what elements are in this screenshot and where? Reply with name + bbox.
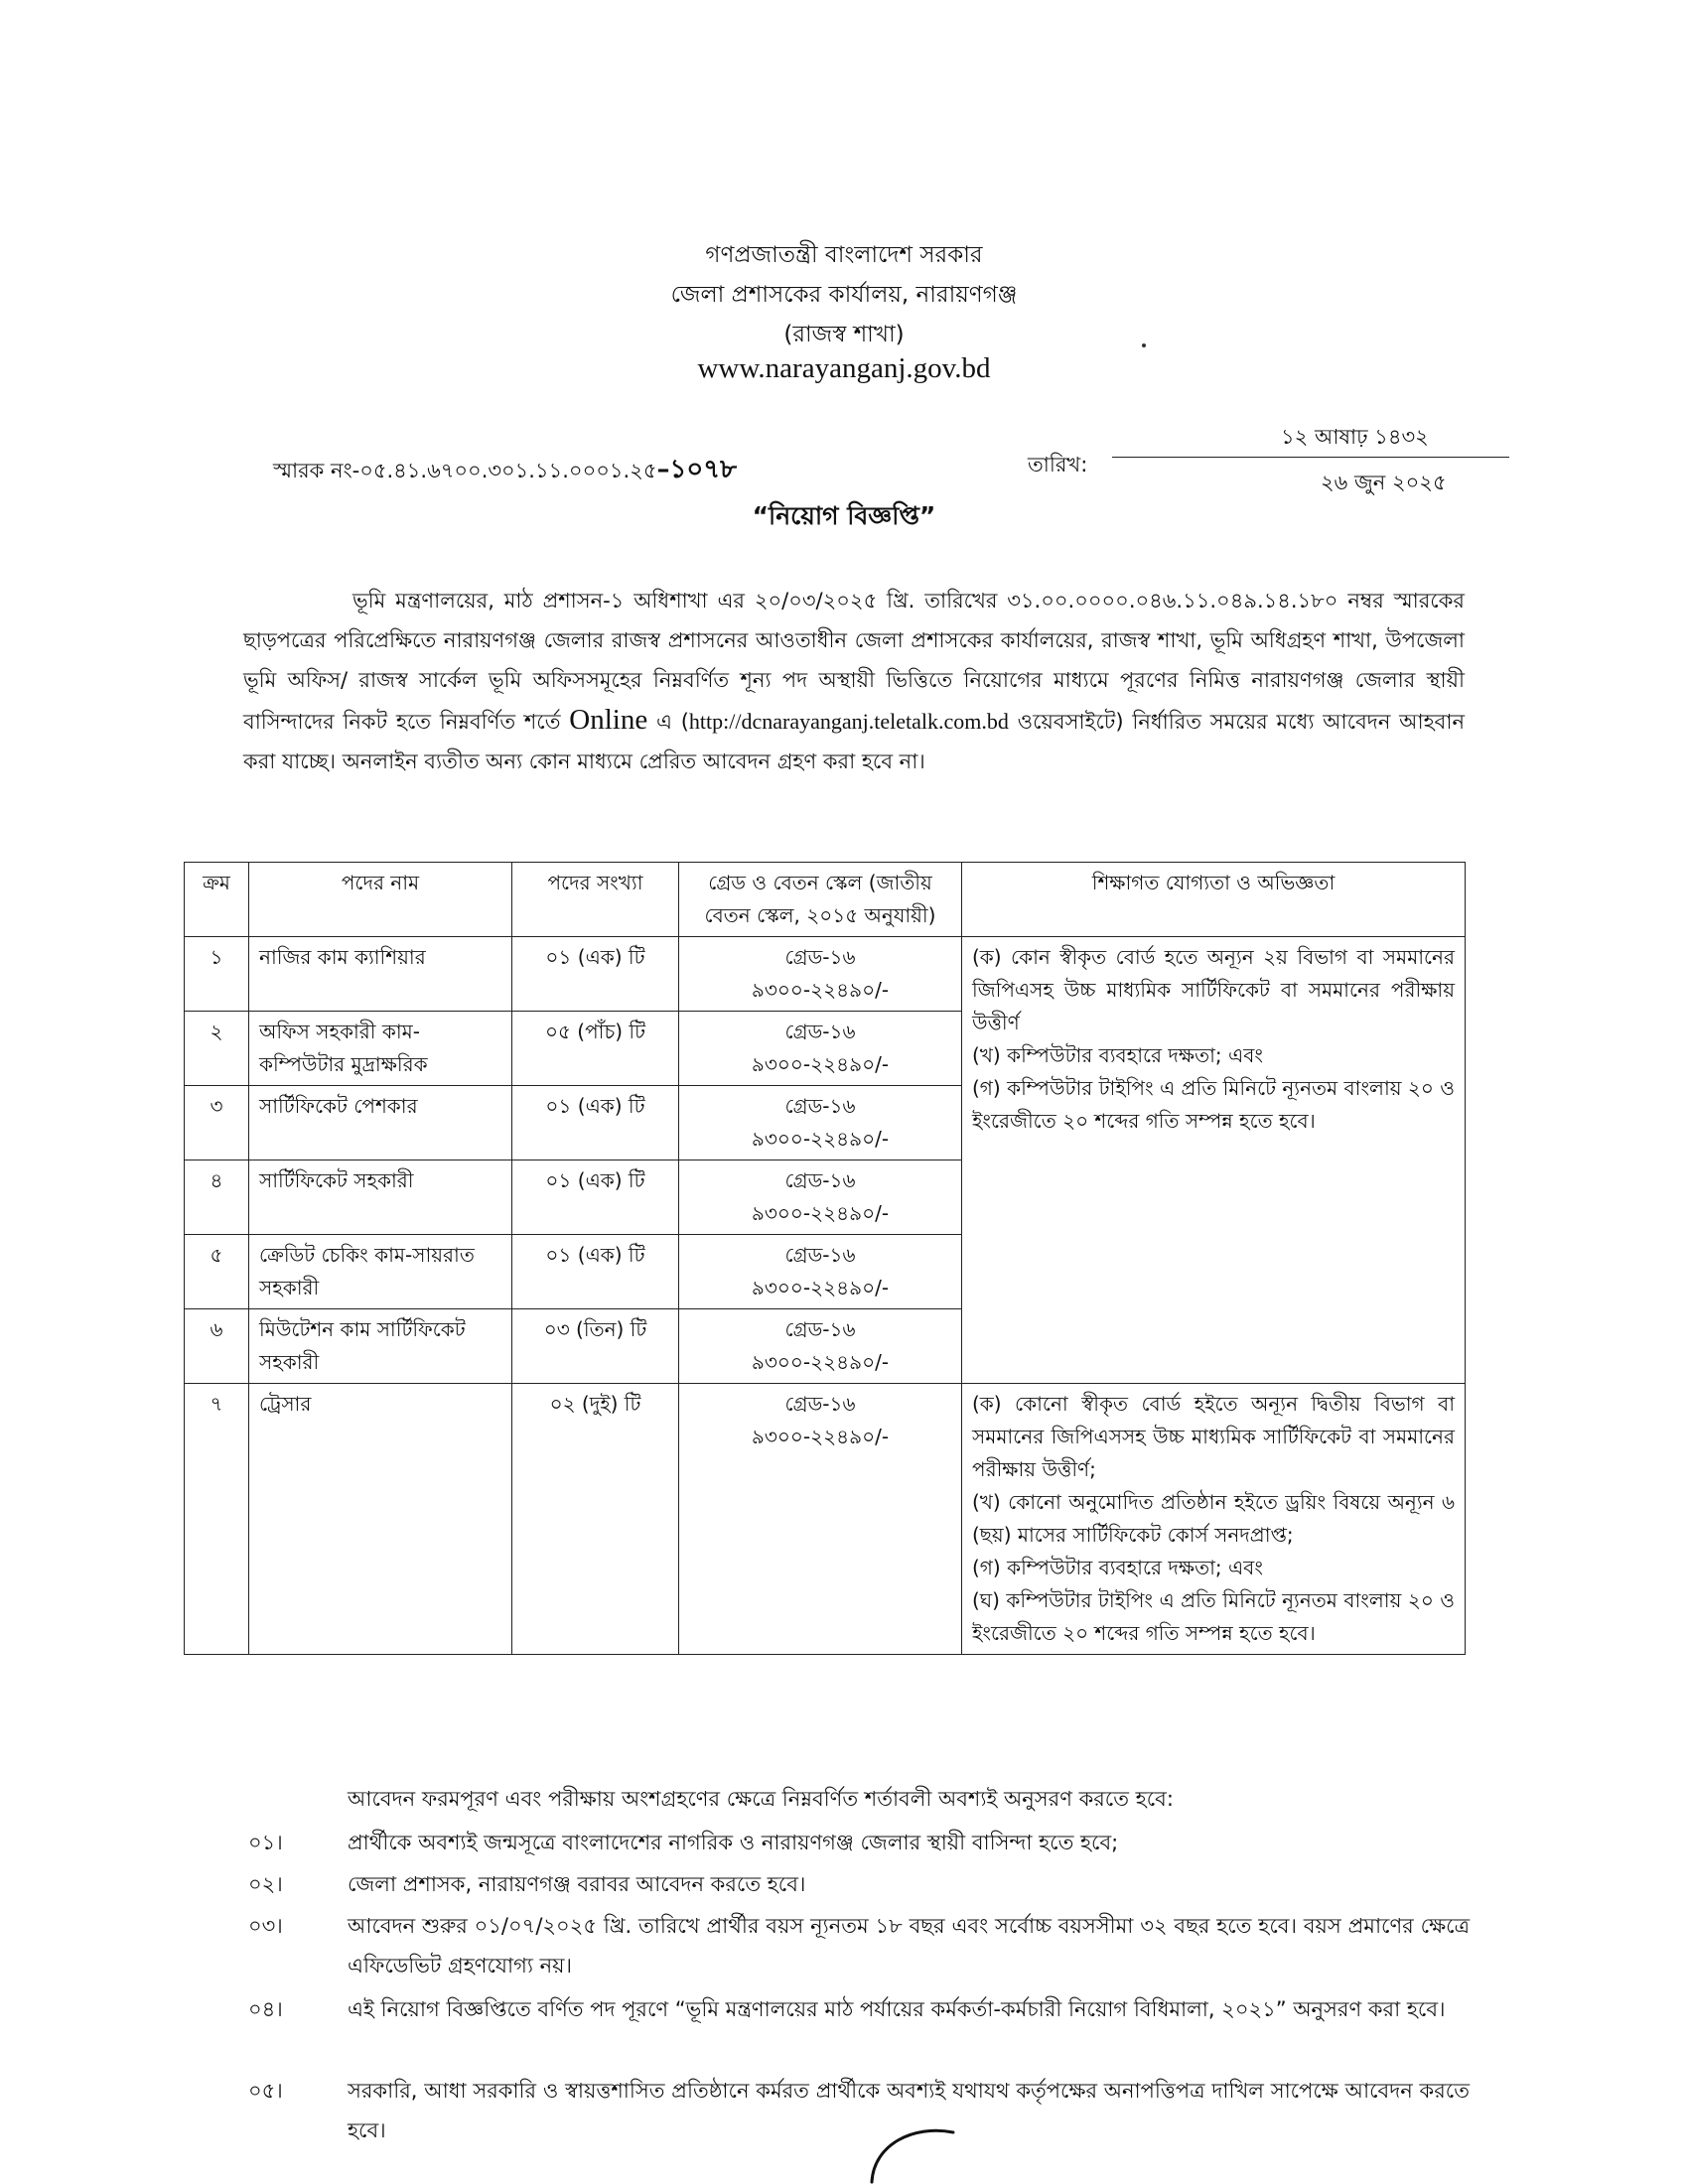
row-grade (679, 1384, 962, 1655)
intro-text-2: এ ( (647, 710, 689, 734)
intro-paragraph (243, 581, 1465, 781)
intro-text-1: ভূমি মন্ত্রণালয়ের, মাঠ প্রশাসন-১ অধিশাখা এর ২০/০৩/২০২৫ খ্রি. তারিখের ৩১.০০.০০০০.০৪৬.১১.০৪৯.১৪.১৮০ নম্বর স্মারকের ছাড়পত্রের পরিপ্রেক্ষিতে নারায়ণগঞ্জ জেলার রাজস্ব প্রশাসনের আওতাধীন জেলা প্রশাসকের কার্যালয়ের, রাজস্ব শাখা, ভূমি অধিগ্রহণ শাখা, উপজেলা ভূমি অফিস/ রাজস্ব সার্কেল ভূমি অফিসসমূহের নিম্নবর্ণিত শূন্য পদ অস্থায়ী ভিত্তিতে নিয়োগের মাধ্যমে পূরণের নিমিত্ত নারায়ণগঞ্জ জেলার স্থায়ী বাসিন্দাদের নিকট হতে নিম্নবর্ণিত শর্তে (243, 589, 1465, 734)
row-grade (679, 1086, 962, 1160)
term-number: ০২। (248, 1872, 283, 1896)
row-count: ০২ (দুই) টি (512, 1384, 679, 1655)
qual-item: (ঘ) কম্পিউটার টাইপিং এ প্রতি মিনিটে ন্যূনতম বাংলায় ২০ ও ইংরেজীতে ২০ শব্দের গতি সম্পন্ন হতে হবে। (972, 1588, 1455, 1645)
branch-name: (রাজস্ব শাখা) (783, 322, 905, 347)
term-text: প্রার্থীকে অবশ্যই জন্মসূত্রে বাংলাদেশের নাগরিক ও নারায়ণগঞ্জ জেলার স্থায়ী বাসিন্দা হতে হবে; (348, 1831, 1119, 1854)
intro-online: Online (569, 704, 648, 736)
qual-item: (গ) কম্পিউটার টাইপিং এ প্রতি মিনিটে ন্যূনতম বাংলায় ২০ ও ইংরেজীতে ২০ শব্দের গতি সম্পন্ন হতে হবে। (972, 1076, 1455, 1133)
row-post: নাজির কাম ক্যাশিয়ার (249, 937, 512, 1012)
term-number: ০৪। (248, 1997, 283, 2021)
row-post: ক্রেডিট চেকিং কাম-সায়রাত সহকারী (249, 1235, 512, 1309)
row-count: ০১ (এক) টি (512, 937, 679, 1012)
website-link[interactable]: www.narayanganj.gov.bd (697, 352, 991, 384)
term-text: জেলা প্রশাসক, নারায়ণগঞ্জ বরাবর আবেদন করতে হবে। (348, 1872, 806, 1896)
memo-number (273, 449, 737, 492)
row-count: ০৩ (তিন) টি (512, 1309, 679, 1384)
grade-text: গ্রেড-১৬ (784, 1020, 856, 1043)
row-grade (679, 1012, 962, 1086)
row-serial: ৫ (185, 1235, 249, 1309)
table-row (185, 1384, 1466, 1655)
scan-mark (1142, 343, 1146, 347)
row-post: মিউটেশন কাম সার্টিফিকেট সহকারী (249, 1309, 512, 1384)
scale-text: ৯৩০০-২২৪৯০/- (751, 1350, 890, 1374)
govt-name: গণপ্রজাতন্ত্রী বাংলাদেশ সরকার (705, 242, 983, 268)
date-label: তারিখ: (1028, 453, 1088, 477)
scale-text: ৯৩০০-২২৪৯০/- (751, 978, 890, 1002)
row-grade (679, 1235, 962, 1309)
row-count: ০১ (এক) টি (512, 1086, 679, 1160)
row-count: ০১ (এক) টি (512, 1160, 679, 1235)
scale-text: ৯৩০০-২২৪৯০/- (751, 1052, 890, 1076)
table-header-row (185, 863, 1466, 937)
qual-item: (খ) কম্পিউটার ব্যবহারে দক্ষতা; এবং (972, 1043, 1263, 1067)
notice-title: “নিয়োগ বিজ্ঞপ্তি” (752, 501, 936, 530)
qual-item: (গ) কম্পিউটার ব্যবহারে দক্ষতা; এবং (972, 1556, 1263, 1579)
scale-text: ৯৩০০-২২৪৯০/- (751, 1201, 890, 1225)
row-post: ট্রেসার (249, 1384, 512, 1655)
term-number: ০১। (248, 1831, 283, 1854)
term-number: ০৫। (248, 2079, 283, 2103)
col-qualification: শিক্ষাগত যোগ্যতা ও অভিজ্ঞতা (962, 863, 1466, 937)
date-block (1028, 427, 1504, 506)
term-text: এই নিয়োগ বিজ্ঞপ্তিতে বর্ণিত পদ পূরণে “ভূমি মন্ত্রণালয়ের মাঠ পর্যায়ের কর্মকর্তা-কর্মচারী নিয়োগ বিধিমালা, ২০২১” অনুসরণ করা হবে। (348, 1997, 1446, 2021)
row-grade (679, 937, 962, 1012)
row-serial: ৪ (185, 1160, 249, 1235)
office-name: জেলা প্রশাসকের কার্যালয়, নারায়ণগঞ্জ (670, 282, 1018, 308)
row-count: ০৫ (পাঁচ) টি (512, 1012, 679, 1086)
row-post: অফিস সহকারী কাম-কম্পিউটার মুদ্রাক্ষরিক (249, 1012, 512, 1086)
col-post-name: পদের নাম (249, 863, 512, 937)
qualification-group-2 (962, 1384, 1466, 1655)
table-row (185, 937, 1466, 1012)
grade-text: গ্রেড-১৬ (784, 945, 856, 969)
row-grade (679, 1160, 962, 1235)
grade-text: গ্রেড-১৬ (784, 1243, 856, 1267)
date-english: ২৬ জুন ২০২৫ (1321, 471, 1447, 494)
qual-item: (খ) কোনো অনুমোদিত প্রতিষ্ঠান হইতে ড্রয়িং বিষয়ে অন্যূন ৬ (ছয়) মাসের সার্টিফিকেট কোর্স সনদপ্রাপ্ত; (972, 1490, 1455, 1547)
row-grade (679, 1309, 962, 1384)
grade-text: গ্রেড-১৬ (784, 1392, 856, 1416)
term-text: সরকারি, আধা সরকারি ও স্বায়ত্তশাসিত প্রতিষ্ঠানে কর্মরত প্রার্থীকে অবশ্যই যথাযথ কর্তৃপক্ষের অনাপত্তিপত্র দাখিল সাপেক্ষে আবেদন করতে হবে। (348, 2079, 1470, 2142)
scale-text: ৯৩০০-২২৪৯০/- (751, 1127, 890, 1151)
row-post: সার্টিফিকেট পেশকার (249, 1086, 512, 1160)
row-serial: ৩ (185, 1086, 249, 1160)
col-post-count: পদের সংখ্যা (512, 863, 679, 937)
row-serial: ১ (185, 937, 249, 1012)
row-serial: ২ (185, 1012, 249, 1086)
scale-text: ৯৩০০-২২৪৯০/- (751, 1425, 890, 1448)
row-serial: ৭ (185, 1384, 249, 1655)
memo-number-text: স্মারক নং-০৫.৪১.৬৭০০.৩০১.১১.০০০১.২৫ (273, 459, 657, 482)
date-bangla: ১২ আষাঢ় ১৪৩২ (1281, 425, 1429, 449)
scale-text: ৯৩০০-২২৪৯০/- (751, 1276, 890, 1299)
terms-intro: আবেদন ফরমপূরণ এবং পরীক্ষায় অংশগ্রহণের ক্ষেত্রে নিম্নবর্ণিত শর্তাবলী অবশ্যই অনুসরণ করতে হবে: (348, 1787, 1174, 1811)
grade-text: গ্রেড-১৬ (784, 1168, 856, 1192)
row-serial: ৬ (185, 1309, 249, 1384)
memo-handwritten-number: –১০৭৮ (656, 455, 738, 484)
grade-text: গ্রেড-১৬ (784, 1317, 856, 1341)
date-divider (1112, 457, 1509, 458)
grade-text: গ্রেড-১৬ (784, 1094, 856, 1118)
application-url-link[interactable]: http://dcnarayanganj.teletalk.com.bd (688, 709, 1009, 734)
vacancy-table (184, 862, 1466, 1655)
qual-item: (ক) কোন স্বীকৃত বোর্ড হতে অন্যূন ২য় বিভাগ বা সমমানের জিপিএসহ উচ্চ মাধ্যমিক সার্টিফিকেট বা সমমানের পরীক্ষায় উত্তীর্ণ (972, 945, 1455, 1034)
col-grade-scale: গ্রেড ও বেতন স্কেল (জাতীয় বেতন স্কেল, ২০১৫ অনুযায়ী) (679, 863, 962, 937)
term-number: ০৩। (248, 1914, 283, 1938)
qual-item: (ক) কোনো স্বীকৃত বোর্ড হইতে অন্যূন দ্বিতীয় বিভাগ বা সমমানের জিপিএসসহ উচ্চ মাধ্যমিক সার্টিফিকেট বা সমমানের পরীক্ষায় উত্তীর্ণ; (972, 1392, 1455, 1481)
intro-text-3: ওয়েবসাইটে) নির্ধারিত সময়ের মধ্যে আবেদন আহবান করা যাচ্ছে। অনলাইন ব্যতীত অন্য কোন মাধ্যমে প্রেরিত আবেদন গ্রহণ করা হবে না। (243, 710, 1465, 773)
term-text: আবেদন শুরুর ০১/০৭/২০২৫ খ্রি. তারিখে প্রার্থীর বয়স ন্যূনতম ১৮ বছর এবং সর্বোচ্চ বয়সসীমা ৩২ বছর হতে হবে। বয়স প্রমাণের ক্ষেত্রে এফিডেভিট গ্রহণযোগ্য নয়। (348, 1914, 1470, 1978)
col-serial: ক্রম (185, 863, 249, 937)
page-continuation-mark (854, 2124, 993, 2184)
qualification-group-1 (962, 937, 1466, 1384)
row-post: সার্টিফিকেট সহকারী (249, 1160, 512, 1235)
row-count: ০১ (এক) টি (512, 1235, 679, 1309)
